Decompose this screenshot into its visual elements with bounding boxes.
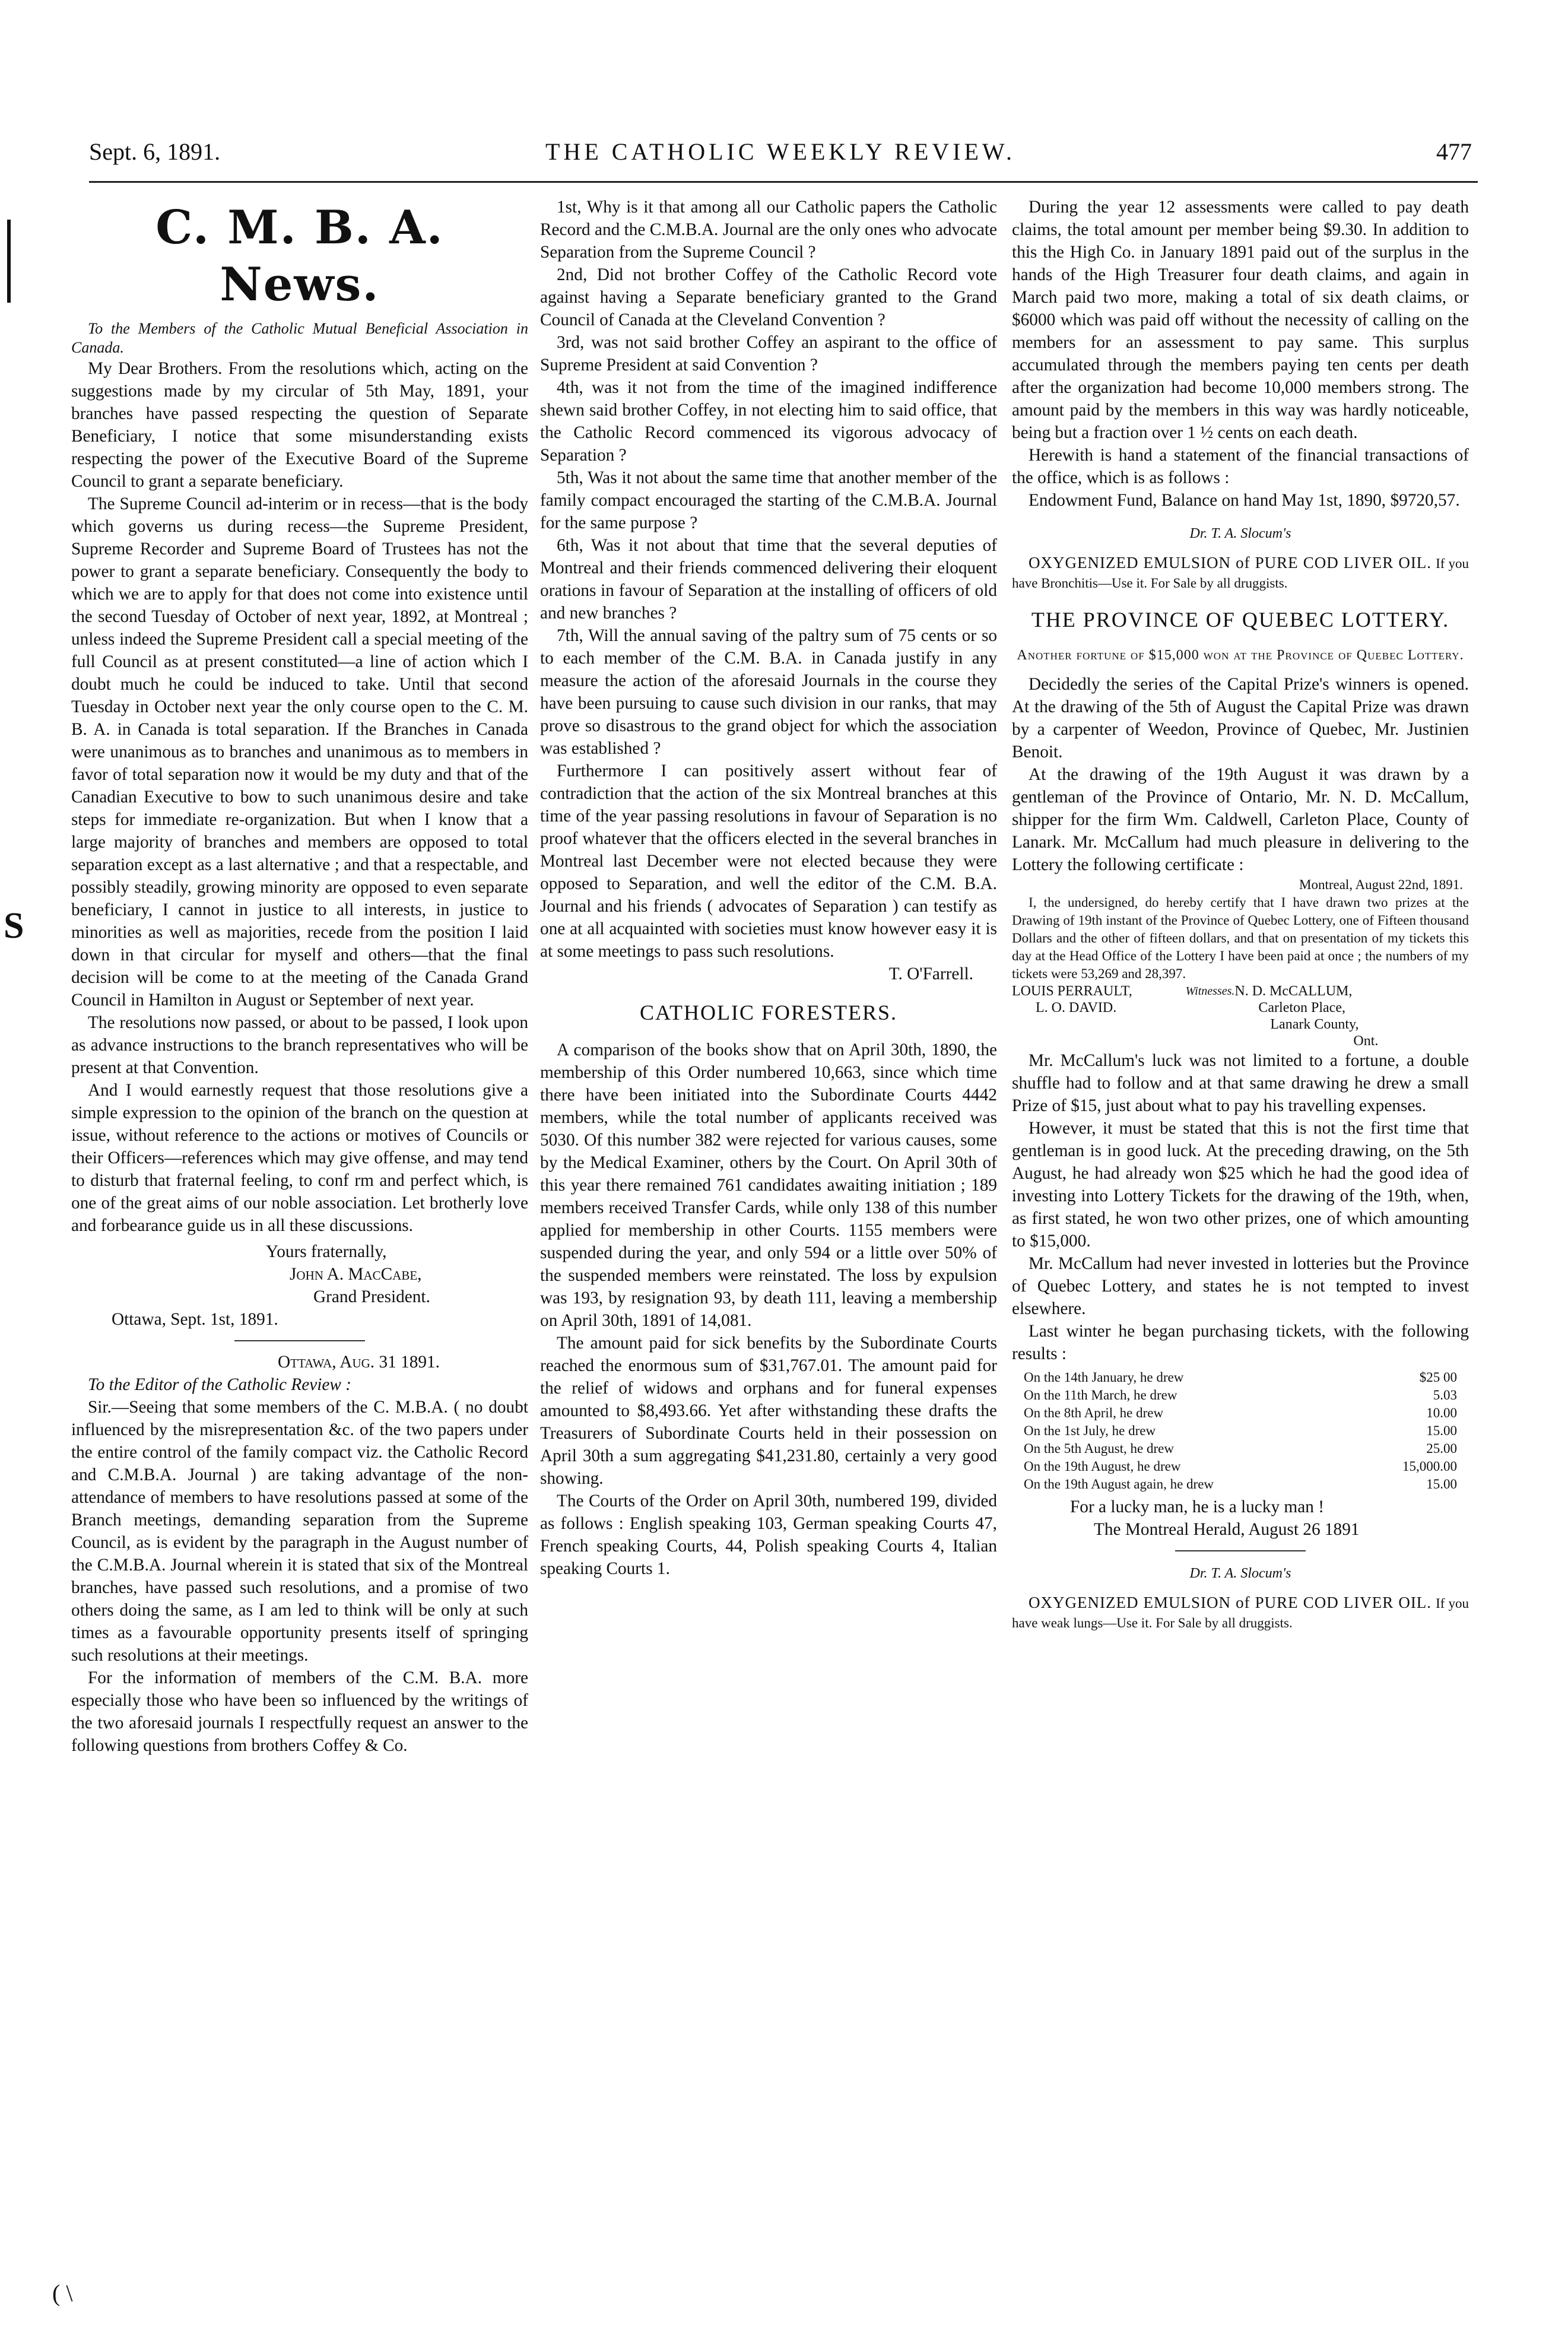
cmba-closing: Yours fraternally,	[266, 1242, 387, 1261]
win-amount: 5.03	[1433, 1388, 1457, 1402]
lottery-closing: For a lucky man, he is a lucky man !	[1070, 1497, 1324, 1516]
cmba-signer-title: Grand President.	[313, 1287, 430, 1306]
win-label: On the 11th March, he drew	[1024, 1388, 1177, 1402]
letter-paragraph: 6th, Was it not about that time that the several deputies of Montreal and their friends commenced delivering their eloquent orations in favour of Separation at the installing of officers of old and new branches ?	[540, 536, 997, 623]
win-label: On the 19th August again, he drew	[1024, 1477, 1214, 1491]
table-row	[1012, 1404, 1469, 1422]
win-amount: 15.00	[1426, 1423, 1457, 1438]
cmba-paragraph: My Dear Brothers. From the resolutions which, acting on the suggestions made by my circular of 5th May, 1891, your branches have passed respecting the question of Separate Beneficiary, I notice that some misunderstanding exists respecting the power of the Executive Board of the Supreme Council to grant a separate beneficiary.	[71, 359, 528, 491]
cmba-paragraph: And I would earnestly request that those resolutions give a simple expression to the opinion of the branch on the question at issue, without reference to the actions or motives of Councils or their Officers—references which may give offense, and may tend to disturb that fraternal feeling, to conf rm and perfect which, is one of the great aims of our noble association. Let brotherly love and forbearance guide us in all these discussions.	[71, 1081, 528, 1235]
lottery-paragraph: Mr. McCallum had never invested in lotteries but the Province of Quebec Lottery, and states he is not tempted to invest elsewhere.	[1012, 1254, 1469, 1318]
ad-body: If you have Bronchitis—Use it. For Sale by all druggists.	[1012, 556, 1469, 591]
foresters-paragraph: During the year 12 assessments were called to pay death claims, the total amount per member being $9.30. In addition to this the High Co. in January 1891 paid out of the surplus in the hands of the High Treasurer four death claims, and again in March paid two more, making a total of six death claims, or $6000 which was paid off without the necessity of calling on the members for an assessment to pay same. This surplus accumulated through the members paying ten cents per death after the organization had become 10,000 members strong. The amount paid by the members in this way was hardly noticeable, being but a fraction over 1 ½ cents on each death.	[1012, 198, 1469, 442]
header-rule	[89, 181, 1478, 183]
header-date: Sept. 6, 1891.	[89, 138, 221, 165]
letter-paragraph: For the information of members of the C.M. B.A. more especially those who have been so influenced by the writings of the two aforesaid journals I respectfully request an answer to the following questions from brothers Coffey & Co.	[71, 1668, 528, 1755]
win-amount: 25.00	[1426, 1441, 1457, 1456]
win-label: On the 8th April, he drew	[1024, 1405, 1164, 1420]
table-row	[1012, 1475, 1469, 1493]
witnesses-label: Witnesses.	[1185, 985, 1235, 998]
header-page-number: 477	[1436, 138, 1472, 165]
table-row	[1012, 1458, 1469, 1475]
cmba-title: C. M. B. A. News.	[155, 201, 444, 312]
lottery-paragraph: Last winter he began purchasing tickets, with the following results :	[1012, 1322, 1469, 1363]
letter-paragraph: 1st, Why is it that among all our Catholic papers the Catholic Record and the C.M.B.A. Journal are the only ones who advocate Separation from the Supreme Council ?	[540, 198, 997, 262]
foresters-title: CATHOLIC FORESTERS.	[639, 1001, 898, 1024]
lottery-paragraph: Decidedly the series of the Capital Prize's winners is opened. At the drawing of the 5th of August the Capital Prize was drawn by a carpenter of Weedon, Province of Quebec, Mr. Justinien Benoit.	[1012, 675, 1469, 761]
ad-emulsion	[1012, 553, 1469, 592]
foresters-paragraph: Herewith is hand a statement of the financial transactions of the office, which is as follows :	[1012, 446, 1469, 487]
winnings-table	[1012, 1369, 1469, 1493]
table-row	[1012, 1386, 1469, 1404]
lottery-title: THE PROVINCE OF QUEBEC LOTTERY.	[1031, 608, 1450, 631]
cmba-address: To the Members of the Catholic Mutual Beneficial Association in Canada.	[71, 320, 528, 356]
table-row	[1012, 1440, 1469, 1458]
certificate-body: I, the undersigned, do hereby certify that I have drawn two prizes at the Drawing of 19th instant of the Province of Quebec Lottery, one of Fifteen thousand Dollars and the other of fifteen dollars, and that on presentation of my tickets this day at the Head Office of the Lottery I have been paid at once ; the numbers of my tickets were 53,269 and 28,397.	[1012, 895, 1469, 981]
win-label: On the 5th August, he drew	[1024, 1441, 1174, 1456]
witness-name: LOUIS PERRAULT,	[1012, 983, 1132, 999]
column-2	[540, 196, 997, 1580]
ad-title: OXYGENIZED EMULSION of PURE COD LIVER OIL.	[1029, 1594, 1432, 1611]
page-header	[89, 138, 1472, 179]
letter-paragraph: 4th, was it not from the time of the imagined indifference shewn said brother Coffey, in not electing him to said office, that the Catholic Record commenced its vigorous advocacy of Separation ?	[540, 378, 997, 465]
letter-dateline: Ottawa, Aug. 31 1891.	[278, 1353, 440, 1372]
signer-address: Carleton Place,	[1258, 1000, 1345, 1015]
table-row	[1012, 1422, 1469, 1440]
letter-paragraph: Furthermore I can positively assert without fear of contradiction that the action of the six Montreal branches at this time of the year passing resolutions in favour of Separation is no proof whatever that the officers elected in the several branches in Montreal last December were not elected because they were opposed to Separation, and well the editor of the C.M. B.A. Journal and his friends ( advocates of Separation ) can testify as one at all acquainted with societies must know however easy it is at some meetings to pass such resolutions.	[540, 761, 997, 961]
witness-name: L. O. DAVID.	[1036, 1000, 1117, 1015]
letter-paragraph: 3rd, was not said brother Coffey an aspirant to the office of Supreme President at said Convention ?	[540, 333, 997, 375]
win-label: On the 19th August, he drew	[1024, 1459, 1181, 1474]
foresters-paragraph: Endowment Fund, Balance on hand May 1st, 1890, $9720,57.	[1029, 491, 1460, 510]
foresters-paragraph: The Courts of the Order on April 30th, numbered 199, divided as follows : English speaking 103, German speaking Courts 47, French speaking Courts, 44, Polish speaking Courts 4, Italian speaking Courts 1.	[540, 1491, 997, 1578]
ad-slocum: Dr. T. A. Slocum's	[1189, 526, 1291, 541]
divider	[1175, 1550, 1306, 1551]
letter-paragraph: 5th, Was it not about the same time that another member of the family compact encouraged the starting of the C.M.B.A. Journal for the same purpose ?	[540, 468, 997, 532]
letter-paragraph: 2nd, Did not brother Coffey of the Catholic Record vote against having a Separate beneficiary granted to the Grand Council of Canada at the Cleveland Convention ?	[540, 265, 997, 329]
margin-bar	[7, 220, 11, 303]
header-title: THE CATHOLIC WEEKLY REVIEW.	[545, 138, 1015, 165]
column-3	[1012, 196, 1469, 1632]
foresters-paragraph: A comparison of the books show that on April 30th, 1890, the membership of this Order numbered 10,663, since which time there have been initiated into the Subordinate Courts 4442 members, while the total number of applicants received was 5030. Of this number 382 were rejected for various causes, some by the Medical Examiner, others by the Court. On April 30th of this year there remained 761 candidates awaiting initiation ; 189 members received Transfer Cards, while only 138 of this number applied for membership in other Courts. 1155 members were suspended during the year, and only 594 or a little over 50% of the suspended members were reinstated. The loss by expulsion was 193, by resignation 93, by death 111, leaving a membership on April 30th, 1891 of 14,081.	[540, 1040, 997, 1330]
win-label: On the 1st July, he drew	[1024, 1423, 1156, 1438]
letter-paragraph: Sir.—Seeing that some members of the C. M.B.A. ( no doubt influenced by the misrepresentation &c. of the two papers under the entire control of the family compact viz. the Catholic Record and C.M.B.A. Journal ) are taking advantage of the non-attendance of members to have resolutions passed at some of the Branch meetings, demanding separation from the Supreme Council, as is evident by the paragraph in the August number of the C.M.B.A. Journal wherein it is stated that six of the Montreal branches, have passed such resolutions, and a promise of two others doing the same, as I am led to think will be only at such times as a favourable opportunity presents itself of springing such resolutions at their meetings.	[71, 1398, 528, 1665]
letter-paragraph: 7th, Will the annual saving of the paltry sum of 75 cents or so to each member of the C.M. B.A. in Canada justify in any measure the action of the aforesaid Journals in the course they have been pursuing to cause such division in our ranks, that may prove so disastrous to the grand object for which the association was established ?	[540, 626, 997, 758]
cmba-signer: John A. MacCabe,	[290, 1265, 422, 1284]
certificate-signatures	[1012, 983, 1469, 1049]
ad-body: If you have weak lungs—Use it. For Sale by all druggists.	[1012, 1596, 1469, 1630]
lottery-paragraph: However, it must be stated that this is not the first time that gentleman is in good luck. At the preceding drawing, on the 5th August, he had already won $25 which he had the good idea of investing into Lottery Tickets for the drawing of the 19th, when, as first stated, he won two other prizes, one of which amounting to $15,000.	[1012, 1119, 1469, 1251]
ad-slocum: Dr. T. A. Slocum's	[1189, 1566, 1291, 1581]
ad-title: OXYGENIZED EMULSION of PURE COD LIVER OIL.	[1029, 554, 1432, 572]
column-1	[71, 196, 528, 1757]
cmba-paragraph: The Supreme Council ad-interim or in recess—that is the body which governs us during recess—the Supreme President, Supreme Recorder and Supreme Board of Trustees has not the power to grant a separate beneficiary. Consequently the body to which we are to apply for that does not come into existence until the second Tuesday of October of next year, 1892, at Montreal ; unless indeed the Supreme President call a special meeting of the full Council as at present constituted—a line of action which I doubt much he could be induced to take. Until that second Tuesday in October next year the only course open to the C. M. B. A. in Canada is total separation. If the Branches in Canada were unanimous as to branches and unanimous as to members in favor of total separation now it would be my duty and that of the Canadian Executive to bow to such unanimous desire and take steps for immediate re-organization. But when I know that a large majority of branches and members are opposed to total separation except as a last alternative ; and that a respectable, and possibly steadily, growing minority are opposed to even separate beneficiary, I cannot in justice to all interests, in justice to minorities as well as majorities, recede from the position I laid down in that circular for myself and others—that the final decision will be come to at the meeting of the Canada Grand Council in Hamilton in August or September of next year.	[71, 494, 528, 1010]
foresters-paragraph: The amount paid for sick benefits by the Subordinate Courts reached the enormous sum of $31,767.01. The amount paid for the relief of widows and orphans and for funeral expenses amounted to $8,493.66. Yet after withstanding these drafts the Treasurers of Subordinate Courts held in their possession on April 30th a sum aggregating $41,231.80, certainly a very good showing.	[540, 1334, 997, 1488]
win-label: On the 14th January, he drew	[1024, 1370, 1184, 1385]
margin-letter: S	[4, 906, 24, 946]
win-amount: $25 00	[1419, 1370, 1457, 1385]
certificate-signer: N. D. McCALLUM,	[1234, 983, 1353, 999]
signer-address: Lanark County,	[1270, 1017, 1359, 1032]
lottery-subtitle: Another fortune of $15,000 won at the Province of Quebec Lottery.	[1017, 648, 1464, 663]
certificate-date: Montreal, August 22nd, 1891.	[1299, 877, 1463, 892]
lottery-source: The Montreal Herald, August 26 1891	[1094, 1520, 1360, 1539]
lottery-paragraph: At the drawing of the 19th August it was drawn by a gentleman of the Province of Ontario, Mr. N. D. McCallum, shipper for the firm Wm. Caldwell, Carleton Place, County of Lanark. Mr. McCallum had much pleasure in delivering to the Lottery the following certificate :	[1012, 765, 1469, 874]
lottery-paragraph: Mr. McCallum's luck was not limited to a fortune, a double shuffle had to follow and at that same drawing he drew a small Prize of $15, just about what to pay his travelling expenses.	[1012, 1051, 1469, 1115]
divider	[234, 1340, 365, 1341]
cmba-paragraph: The resolutions now passed, or about to be passed, I look upon as advance instructions to the branch representatives who will be present at that Convention.	[71, 1013, 528, 1077]
ad-emulsion	[1012, 1593, 1469, 1632]
win-amount: 15.00	[1426, 1477, 1457, 1491]
cmba-dateline: Ottawa, Sept. 1st, 1891.	[112, 1310, 278, 1329]
win-amount: 15,000.00	[1402, 1459, 1457, 1474]
letter-to: To the Editor of the Catholic Review :	[88, 1375, 352, 1394]
table-row	[1012, 1369, 1469, 1386]
footer-mark: ( \	[52, 2280, 73, 2306]
win-amount: 10.00	[1426, 1405, 1457, 1420]
signer-address: Ont.	[1353, 1033, 1379, 1049]
letter-signer: T. O'Farrell.	[888, 964, 973, 983]
